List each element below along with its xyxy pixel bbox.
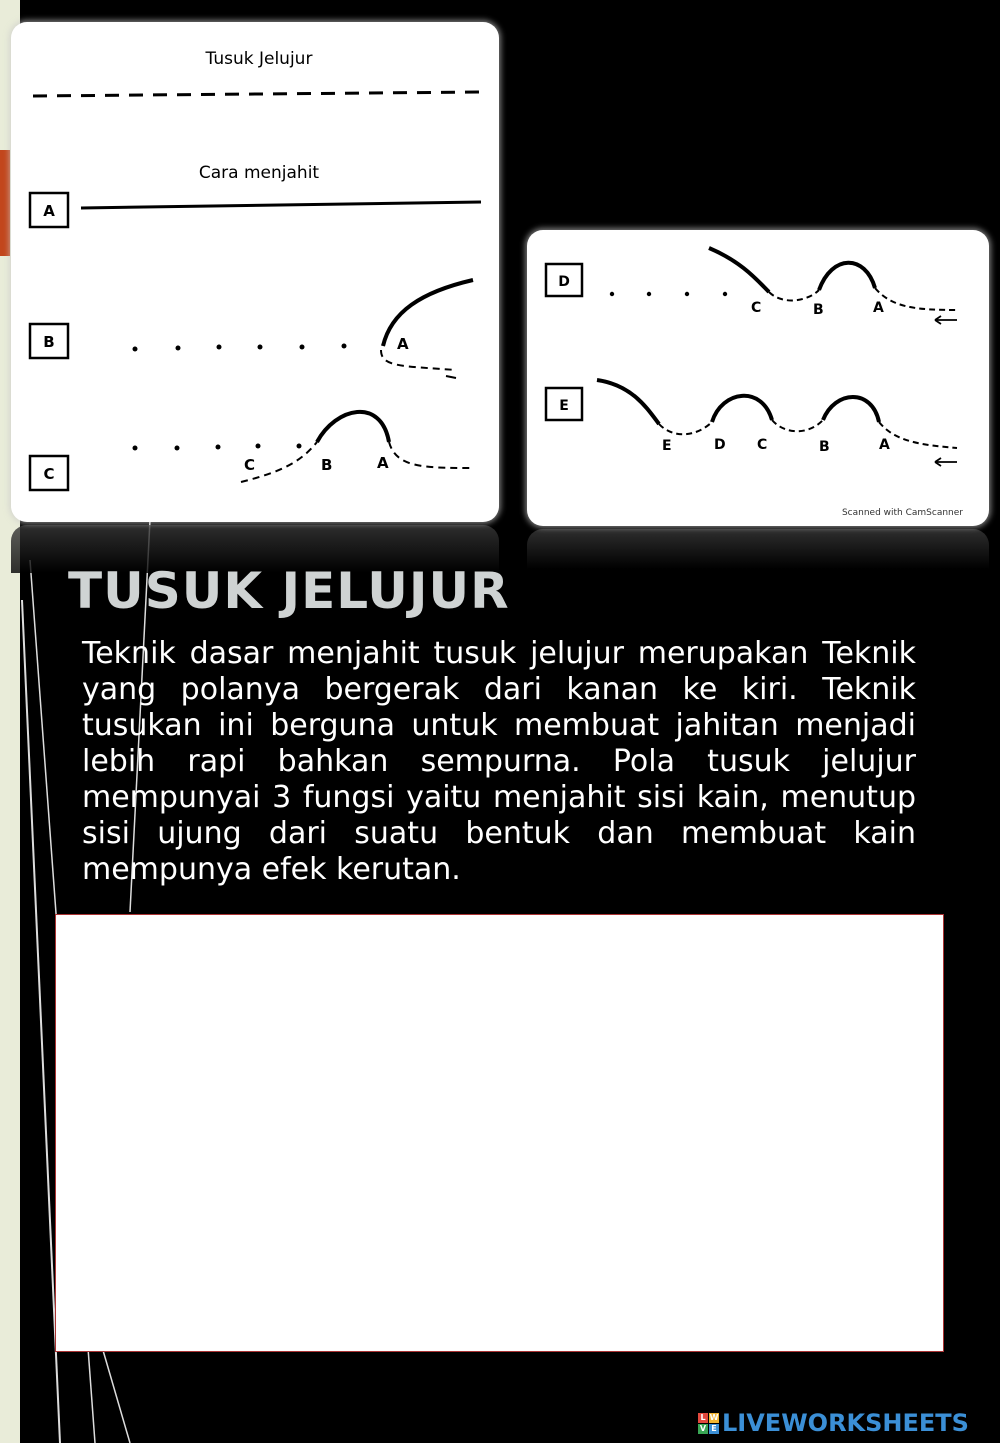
stitch-dots-d (610, 292, 727, 296)
card-reflection (527, 529, 989, 569)
box-a (30, 193, 68, 227)
point-label: B (813, 302, 824, 318)
diagram-subheading: Cara menjahit (198, 163, 320, 183)
stitch-diagram-de (527, 230, 989, 526)
point-label: C (244, 456, 256, 474)
answer-input-area[interactable] (55, 914, 944, 1352)
logo-text: LIVEWORKSHEETS (722, 1409, 969, 1437)
svg-text:E: E (559, 398, 569, 414)
scanner-note: Scanned with CamScanner (841, 508, 963, 518)
box-c (30, 456, 68, 490)
liveworksheets-logo (698, 1408, 969, 1438)
box-d (546, 264, 582, 296)
svg-text:D: D (558, 274, 570, 290)
logo-mark-icon: L W V E (699, 1413, 719, 1433)
point-label: A (397, 335, 409, 353)
point-label: A (873, 300, 884, 316)
svg-text:A: A (43, 202, 55, 220)
point-label: C (751, 300, 762, 316)
box-e (546, 388, 582, 420)
stitch-dots-c (133, 444, 302, 451)
point-label: C (757, 437, 768, 453)
point-label: B (819, 439, 830, 455)
section-paragraph: Teknik dasar menjahit tusuk jelujur merupakan Teknik yang polanya bergerak dari kanan ke kiri. Teknik tusukan ini berguna untuk membuat jahitan menjadi lebih rapi bahkan sempurna. Pola tusuk jelujur mempunyai 3 fungsi yaitu menjahit sisi kain, menutup sisi ujung dari suatu bentuk dan membuat kain mempunya efek kerutan. (82, 636, 916, 887)
point-label: D (714, 437, 726, 453)
box-b (30, 324, 68, 358)
diagram-heading: Tusuk Jelujur (205, 49, 313, 69)
diagram-card-left (11, 22, 499, 522)
stitch-diagram-abc (11, 22, 499, 522)
point-label: A (377, 454, 389, 472)
point-label: E (662, 438, 672, 454)
svg-text:C: C (43, 465, 55, 483)
svg-text:B: B (43, 333, 55, 351)
point-label: B (321, 456, 333, 474)
stitch-dots-b (133, 344, 347, 352)
point-label: A (879, 437, 890, 453)
diagram-card-right (527, 230, 989, 526)
section-title: TUSUK JELUJUR (68, 562, 510, 620)
